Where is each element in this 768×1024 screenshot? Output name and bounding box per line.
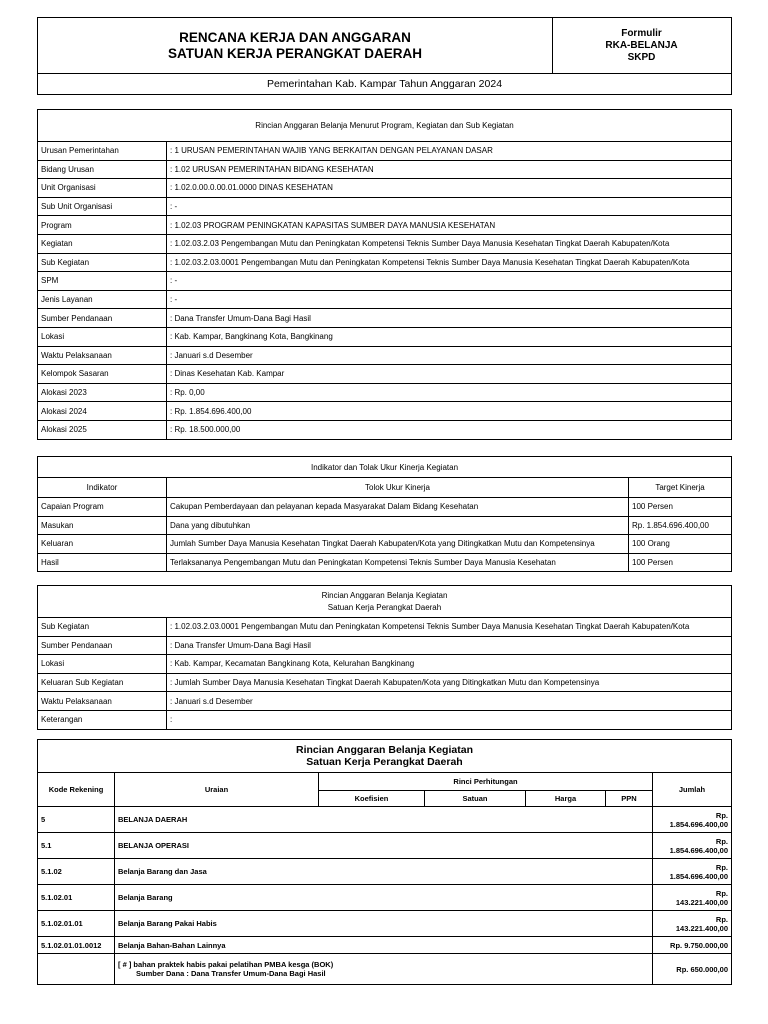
program-section-title: Rincian Anggaran Belanja Menurut Program, Kegiatan dan Sub Kegiatan (38, 110, 732, 142)
title-line-2: SATUAN KERJA PERANGKAT DAERAH (167, 45, 422, 61)
belanja-uraian: Belanja Barang (115, 885, 653, 911)
document-title (38, 18, 553, 74)
belanja-jumlah-line-2: 143.221.400,00 (675, 923, 728, 933)
indikator-name: Masukan (38, 516, 167, 535)
program-label: Sub Kegiatan (38, 253, 167, 272)
belanja-jumlah-line-2: 1.854.696.400,00 (669, 871, 728, 881)
program-row (38, 272, 732, 291)
belanja-jumlah-line-2: 143.221.400,00 (675, 897, 728, 907)
belanja-rows (38, 807, 732, 954)
indikator-tolok: Terlaksananya Pengembangan Mutu dan Peningkatan Kompetensi Teknis Sumber Daya Manusia Kesehatan (167, 553, 629, 572)
col-tolok-ukur: Tolok Ukur Kinerja (167, 478, 629, 498)
program-label: Sub Unit Organisasi (38, 197, 167, 216)
belanja-row (38, 833, 732, 859)
belanja-section-title (38, 740, 732, 773)
program-label: Jenis Layanan (38, 290, 167, 309)
program-value: : 1.02.03.2.03 Pengembangan Mutu dan Peningkatan Kompetensi Teknis Sumber Daya Manusia Kesehatan Tingkat Daerah Kabupaten/Kota (167, 234, 732, 253)
belanja-title-line-1: Rincian Anggaran Belanja Kegiatan (296, 744, 473, 756)
belanja-row (38, 807, 732, 833)
col-rinci-perhitungan: Rinci Perhitungan (319, 773, 653, 791)
program-row (38, 197, 732, 216)
belanja-row (38, 937, 732, 954)
rincian-row (38, 655, 732, 674)
form-label: Formulir (621, 27, 662, 39)
rincian-value: : (167, 710, 732, 729)
belanja-kode: 5.1 (38, 833, 115, 859)
rincian-label: Keluaran Sub Kegiatan (38, 673, 167, 692)
rincian-section-title (38, 586, 732, 618)
program-label: Alokasi 2025 (38, 420, 167, 439)
rincian-label: Waktu Pelaksanaan (38, 692, 167, 711)
belanja-jumlah-line-1: Rp. (715, 810, 728, 820)
title-line-1: RENCANA KERJA DAN ANGGARAN (179, 29, 411, 45)
belanja-jumlah (653, 833, 732, 859)
program-value: : 1.02 URUSAN PEMERINTAHAN BIDANG KESEHATAN (167, 160, 732, 179)
belanja-jumlah (653, 937, 732, 954)
rincian-table (37, 585, 732, 730)
rincian-title-line-1: Rincian Anggaran Belanja Kegiatan (321, 590, 448, 600)
indikator-target: 100 Persen (629, 498, 732, 517)
indikator-target: Rp. 1.854.696.400,00 (629, 516, 732, 535)
belanja-jumlah-line-1: Rp. (715, 862, 728, 872)
belanja-jumlah-line-2: 1.854.696.400,00 (669, 819, 728, 829)
program-row (38, 309, 732, 328)
belanja-jumlah-line-1: Rp. (715, 836, 728, 846)
rincian-row (38, 710, 732, 729)
belanja-kode: 5 (38, 807, 115, 833)
program-value: : 1 URUSAN PEMERINTAHAN WAJIB YANG BERKAITAN DENGAN PELAYANAN DASAR (167, 142, 732, 161)
belanja-jumlah-line-2: 1.854.696.400,00 (669, 845, 728, 855)
program-value: : Dinas Kesehatan Kab. Kampar (167, 365, 732, 384)
rincian-row (38, 673, 732, 692)
belanja-uraian: Belanja Barang Pakai Habis (115, 911, 653, 937)
rincian-row (38, 618, 732, 637)
indikator-row (38, 553, 732, 572)
program-value: : Rp. 18.500.000,00 (167, 420, 732, 439)
belanja-jumlah (653, 807, 732, 833)
program-label: SPM (38, 272, 167, 291)
rincian-label: Sub Kegiatan (38, 618, 167, 637)
program-row (38, 234, 732, 253)
program-row (38, 346, 732, 365)
program-row (38, 253, 732, 272)
rincian-label: Keterangan (38, 710, 167, 729)
program-row (38, 383, 732, 402)
program-section (37, 109, 732, 440)
program-label: Alokasi 2023 (38, 383, 167, 402)
belanja-kode: 5.1.02.01.01.0012 (38, 937, 115, 954)
program-row (38, 179, 732, 198)
rincian-value: : Januari s.d Desember (167, 692, 732, 711)
indikator-tolok: Jumlah Sumber Daya Manusia Kesehatan Tingkat Daerah Kabupaten/Kota yang Ditingkatkan Mutu dan Kompetensinya (167, 535, 629, 554)
program-value: : 1.02.0.00.0.00.01.0000 DINAS KESEHATAN (167, 179, 732, 198)
belanja-uraian: BELANJA OPERASI (115, 833, 653, 859)
detail-jumlah: Rp. 650.000,00 (653, 954, 732, 985)
document-header (37, 17, 732, 95)
col-indikator: Indikator (38, 478, 167, 498)
indikator-row (38, 535, 732, 554)
program-row (38, 420, 732, 439)
belanja-uraian: Belanja Barang dan Jasa (115, 859, 653, 885)
form-code-box (552, 18, 731, 74)
belanja-kode: 5.1.02.01.01 (38, 911, 115, 937)
belanja-row (38, 885, 732, 911)
col-koefisien: Koefisien (319, 791, 425, 807)
program-rows (38, 142, 732, 440)
program-label: Sumber Pendanaan (38, 309, 167, 328)
indikator-name: Capaian Program (38, 498, 167, 517)
program-label: Unit Organisasi (38, 179, 167, 198)
belanja-jumlah-line-1: Rp. 9.750.000,00 (670, 940, 728, 950)
indikator-rows (38, 498, 732, 572)
indikator-section (37, 456, 732, 572)
program-row (38, 402, 732, 421)
program-value: : 1.02.03.2.03.0001 Pengembangan Mutu dan Peningkatan Kompetensi Teknis Sumber Daya Manusia Kesehatan Tingkat Daerah Kabupaten/Kota (167, 253, 732, 272)
program-label: Program (38, 216, 167, 235)
indikator-target: 100 Orang (629, 535, 732, 554)
belanja-uraian: BELANJA DAERAH (115, 807, 653, 833)
belanja-jumlah (653, 911, 732, 937)
program-value: : 1.02.03 PROGRAM PENINGKATAN KAPASITAS SUMBER DAYA MANUSIA KESEHATAN (167, 216, 732, 235)
col-satuan: Satuan (425, 791, 526, 807)
program-table (37, 109, 732, 440)
col-ppn: PPN (606, 791, 653, 807)
indikator-row (38, 516, 732, 535)
rincian-label: Lokasi (38, 655, 167, 674)
rincian-label: Sumber Pendanaan (38, 636, 167, 655)
rincian-value: : Jumlah Sumber Daya Manusia Kesehatan Tingkat Daerah Kabupaten/Kota yang Ditingkatkan Mutu dan Kompetensinya (167, 673, 732, 692)
indikator-tolok: Cakupan Pemberdayaan dan pelayanan kepada Masyarakat Dalam Bidang Kesehatan (167, 498, 629, 517)
rincian-title-line-2: Satuan Kerja Perangkat Daerah (327, 602, 442, 612)
belanja-jumlah (653, 859, 732, 885)
belanja-title-line-2: Satuan Kerja Perangkat Daerah (306, 756, 463, 768)
col-uraian: Uraian (115, 773, 319, 807)
program-value: : Januari s.d Desember (167, 346, 732, 365)
indikator-section-title: Indikator dan Tolak Ukur Kinerja Kegiatan (38, 457, 732, 478)
indikator-tolok: Dana yang dibutuhkan (167, 516, 629, 535)
belanja-jumlah-line-1: Rp. (715, 888, 728, 898)
program-value: : - (167, 197, 732, 216)
program-row (38, 290, 732, 309)
program-label: Kelompok Sasaran (38, 365, 167, 384)
detail-kode (38, 954, 115, 985)
rincian-value: : Dana Transfer Umum-Dana Bagi Hasil (167, 636, 732, 655)
program-value: : Rp. 0,00 (167, 383, 732, 402)
program-value: : Kab. Kampar, Bangkinang Kota, Bangkinang (167, 327, 732, 346)
detail-line-1: [ # ] bahan praktek habis pakai pelatihan PMBA kesga (BOK) (118, 960, 334, 969)
program-label: Kegiatan (38, 234, 167, 253)
indikator-target: 100 Persen (629, 553, 732, 572)
belanja-kode: 5.1.02 (38, 859, 115, 885)
col-harga: Harga (526, 791, 606, 807)
program-label: Bidang Urusan (38, 160, 167, 179)
belanja-uraian: Belanja Bahan-Bahan Lainnya (115, 937, 653, 954)
program-label: Urusan Pemerintahan (38, 142, 167, 161)
indikator-row (38, 498, 732, 517)
program-label: Alokasi 2024 (38, 402, 167, 421)
rincian-value: : 1.02.03.2.03.0001 Pengembangan Mutu dan Peningkatan Kompetensi Teknis Sumber Daya Manusia Kesehatan Tingkat Daerah Kabupaten/Kota (167, 618, 732, 637)
belanja-table (37, 739, 732, 985)
document-subtitle: Pemerintahan Kab. Kampar Tahun Anggaran 2024 (266, 77, 503, 90)
rincian-row (38, 636, 732, 655)
detail-uraian (115, 954, 653, 985)
belanja-jumlah (653, 885, 732, 911)
program-label: Waktu Pelaksanaan (38, 346, 167, 365)
rincian-section (37, 585, 732, 730)
col-target-kinerja: Target Kinerja (629, 478, 732, 498)
belanja-row (38, 859, 732, 885)
program-row (38, 327, 732, 346)
program-value: : Rp. 1.854.696.400,00 (167, 402, 732, 421)
rincian-row (38, 692, 732, 711)
belanja-kode: 5.1.02.01 (38, 885, 115, 911)
belanja-row (38, 911, 732, 937)
program-value: : - (167, 290, 732, 309)
belanja-section (37, 739, 732, 985)
program-row (38, 142, 732, 161)
rincian-value: : Kab. Kampar, Kecamatan Bangkinang Kota, Kelurahan Bangkinang (167, 655, 732, 674)
program-row (38, 160, 732, 179)
form-code: RKA-BELANJA (605, 39, 678, 51)
detail-line-2: Sumber Dana : Dana Transfer Umum-Dana Bagi Hasil (136, 969, 326, 978)
indikator-name: Hasil (38, 553, 167, 572)
indikator-name: Keluaran (38, 535, 167, 554)
program-label: Lokasi (38, 327, 167, 346)
form-unit: SKPD (627, 51, 656, 63)
indikator-table (37, 456, 732, 572)
program-value: : - (167, 272, 732, 291)
program-row (38, 216, 732, 235)
col-jumlah: Jumlah (653, 773, 732, 807)
rincian-rows (38, 618, 732, 730)
program-value: : Dana Transfer Umum-Dana Bagi Hasil (167, 309, 732, 328)
col-kode-rekening: Kode Rekening (38, 773, 115, 807)
program-row (38, 365, 732, 384)
belanja-jumlah-line-1: Rp. (715, 914, 728, 924)
